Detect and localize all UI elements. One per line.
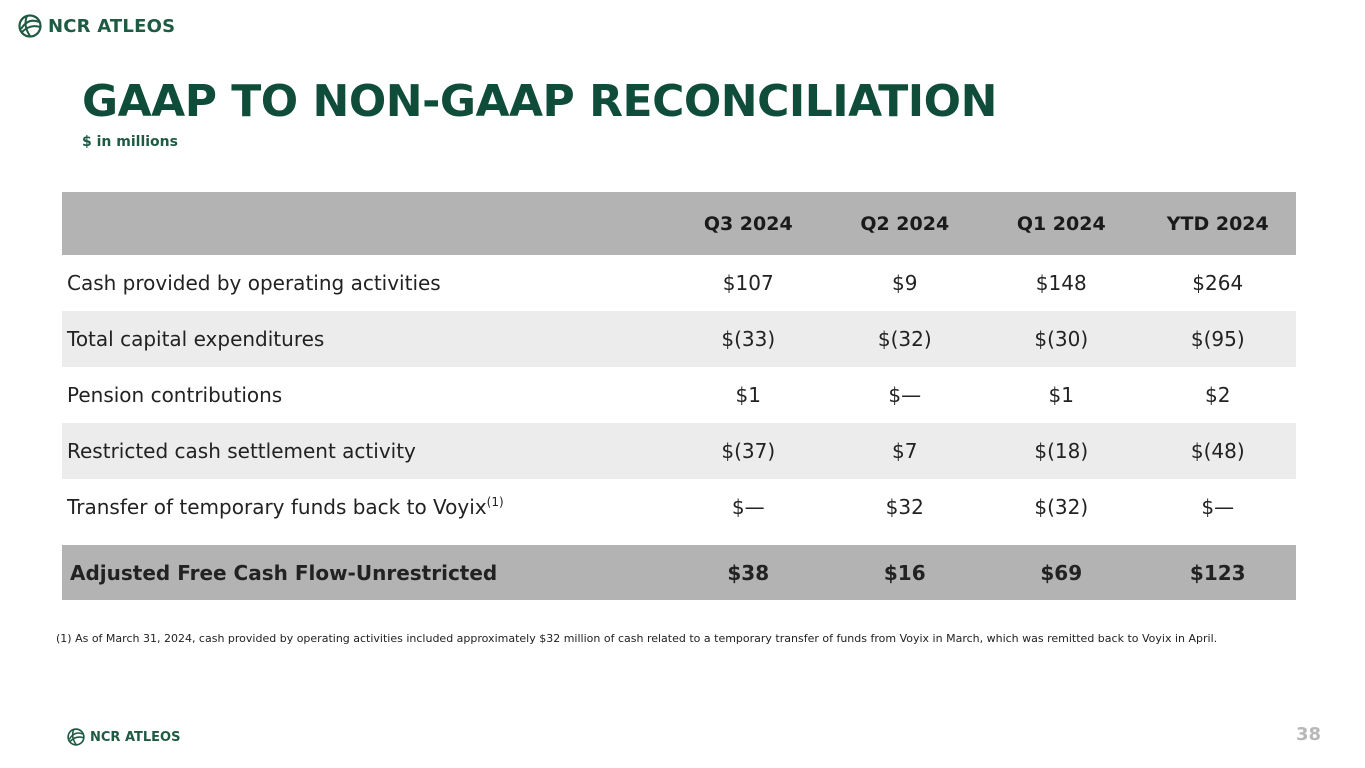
table-header-row (62, 192, 1296, 255)
total-value: $123 (1140, 545, 1297, 600)
reconciliation-table (62, 192, 1296, 600)
row-value: $148 (1035, 271, 1087, 295)
total-value: $69 (983, 545, 1140, 600)
total-value: $38 (670, 545, 827, 600)
row-value: $7 (827, 423, 984, 479)
row-label: Total capital expenditures (62, 311, 670, 367)
header-cell-q3-2024: Q3 2024 (670, 192, 827, 255)
row-value: $— (888, 383, 922, 407)
table-row (62, 367, 1296, 423)
globe-logo-icon (67, 728, 85, 746)
brand-logo-header (18, 14, 175, 38)
row-value: $1 (1048, 383, 1074, 407)
total-value: $16 (827, 545, 984, 600)
page-number: 38 (1295, 724, 1321, 745)
row-label-text: Transfer of temporary funds back to Voyix (67, 495, 487, 519)
row-value: $(37) (670, 423, 827, 479)
table-total-row (62, 545, 1296, 600)
footnote: (1) As of March 31, 2024, cash provided by operating activities included approximately $32 million of cash related to a temporary transfer of funds from Voyix in March, which was remitted back to Voyix in April. (56, 632, 1218, 645)
footnote-marker: (1) (486, 495, 504, 509)
row-value: $1 (735, 383, 761, 407)
table-spacer (62, 535, 1296, 545)
brand-logo-footer (67, 728, 180, 746)
row-value: $(32) (827, 311, 984, 367)
brand-name: NCR ATLEOS (90, 729, 181, 745)
row-value: $(95) (1140, 311, 1297, 367)
row-label: Cash provided by operating activities (67, 271, 441, 295)
row-value: $— (1201, 495, 1235, 519)
row-value: $(32) (1034, 495, 1089, 519)
page-title: GAAP TO NON-GAAP RECONCILIATION (82, 76, 997, 127)
brand-name: NCR ATLEOS (48, 15, 176, 37)
header-cell-label (62, 192, 670, 255)
row-value: $107 (722, 271, 774, 295)
row-value: $264 (1192, 271, 1244, 295)
table-row (62, 255, 1296, 311)
row-value: $2 (1205, 383, 1231, 407)
row-value: $(30) (983, 311, 1140, 367)
row-value: $(33) (670, 311, 827, 367)
row-value: $(48) (1140, 423, 1297, 479)
header-cell-q1-2024: Q1 2024 (983, 192, 1140, 255)
header-cell-q2-2024: Q2 2024 (827, 192, 984, 255)
globe-logo-icon (18, 14, 42, 38)
row-value: $(18) (983, 423, 1140, 479)
row-label: Restricted cash settlement activity (62, 423, 670, 479)
table-row (62, 311, 1296, 367)
page-subtitle: $ in millions (82, 134, 178, 150)
table-row (62, 423, 1296, 479)
row-value: $32 (885, 495, 924, 519)
row-label (62, 479, 670, 535)
table-row (62, 479, 1296, 535)
row-value: $— (731, 495, 765, 519)
row-label: Pension contributions (67, 383, 283, 407)
total-label: Adjusted Free Cash Flow-Unrestricted (62, 545, 670, 600)
header-cell-ytd-2024: YTD 2024 (1140, 192, 1297, 255)
row-value: $9 (892, 271, 918, 295)
